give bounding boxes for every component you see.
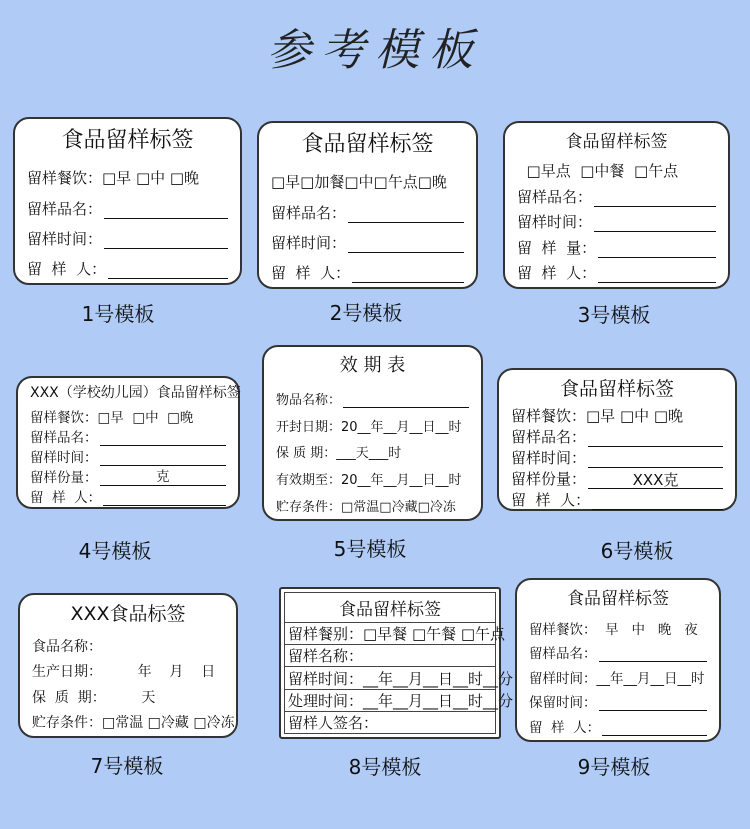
- field-label: 留 样 人：: [30, 490, 102, 506]
- field-label: 留样餐别：□早餐 □午餐 □午点: [288, 625, 506, 644]
- field-label: 生产日期： 年 月 日: [32, 664, 216, 680]
- template-field-row: [30, 406, 226, 426]
- field-label: 贮存条件：□常温 □冷藏 □冷冻: [32, 715, 235, 731]
- field-label: 物品名称：: [276, 392, 342, 408]
- template-field-row: [511, 447, 723, 468]
- template-title: 食品留样标签: [301, 132, 434, 157]
- field-label: 留样品名：: [30, 430, 98, 446]
- field-label: 留 样 人：: [529, 719, 601, 736]
- field-blank-line: [594, 189, 716, 207]
- field-label: 留样份量：: [511, 470, 587, 488]
- template-title: 食品留样标签: [565, 132, 668, 152]
- template-field-row: [529, 662, 707, 687]
- template-field-row: [285, 622, 506, 644]
- template-field-row: [511, 468, 723, 489]
- template-field-row: [517, 232, 716, 257]
- page-title: 参考模板: [267, 25, 483, 76]
- field-label: 留样名称：: [288, 647, 364, 666]
- label-template-5[interactable]: [262, 345, 483, 521]
- template-field-row: [271, 253, 464, 283]
- field-label: 留样品名：: [271, 203, 347, 222]
- field-label: 留 样 人：: [517, 264, 597, 283]
- template-caption: 3号模板: [577, 303, 651, 327]
- template-caption: 5号模板: [333, 537, 407, 561]
- field-blank-line: [104, 231, 228, 249]
- field-label: 处理时间：__年__月__日__时__分: [288, 691, 514, 710]
- template-title: 食品留样标签: [567, 589, 669, 609]
- field-label: 保留时间：: [529, 695, 597, 712]
- field-label: 留样时间：: [271, 233, 347, 252]
- field-blank-line: [592, 493, 723, 511]
- field-blank-line: [598, 266, 716, 284]
- label-template-6[interactable]: [497, 368, 737, 511]
- field-label: 留样餐饮：□早 □中 □晚: [27, 169, 200, 188]
- template-field-row: [271, 162, 464, 192]
- field-blank-line: 克: [100, 470, 227, 486]
- field-label: 有效期至：20__年__月__日__时: [276, 473, 462, 489]
- field-label: 留样时间：: [27, 229, 103, 248]
- template-field-row: [511, 405, 723, 426]
- template-field-row: [32, 707, 235, 733]
- label-template-4[interactable]: [16, 376, 240, 509]
- template-title: XXX食品标签: [70, 603, 186, 625]
- template-field-row: [285, 689, 514, 711]
- field-label: □早点 □中餐 □午点: [517, 162, 679, 181]
- field-blank-line: [104, 201, 228, 219]
- field-blank-line: [588, 451, 723, 469]
- template-field-row: [517, 258, 716, 283]
- field-blank-line: [348, 235, 464, 253]
- field-blank-line: [588, 430, 723, 448]
- label-template-8[interactable]: [279, 587, 514, 739]
- field-label: 保 质 期：___天___时: [276, 446, 402, 462]
- field-blank-line: [100, 450, 227, 466]
- template-field-row: [27, 249, 228, 279]
- field-label: 留样餐饮：□早 □中 □晚: [511, 407, 684, 425]
- field-label: □早□加餐□中□午点□晚: [271, 173, 447, 192]
- field-label: 留样时间：: [511, 449, 587, 467]
- field-label: 留 样 量：: [517, 238, 597, 257]
- field-blank-line: [598, 240, 716, 258]
- template-field-row: [517, 156, 716, 181]
- field-blank-line: [599, 646, 708, 662]
- field-label: 留样时间：: [517, 213, 593, 232]
- template-field-row: [30, 486, 226, 506]
- template-title: 食品留样标签: [339, 600, 441, 620]
- field-label: 贮存条件：□常温□冷藏□冷冻: [276, 499, 456, 515]
- field-blank-line: [100, 430, 227, 446]
- template-field-row: [27, 158, 228, 188]
- template-field-row: [30, 446, 226, 466]
- field-label: 留样人签名：: [288, 713, 379, 732]
- template-field-row: [511, 426, 723, 447]
- field-label: 留样餐饮： 早 中 晚 夜: [529, 621, 698, 638]
- template-frame: [284, 592, 514, 734]
- template-title: 效 期 表: [339, 355, 406, 376]
- label-template-3[interactable]: [503, 121, 730, 289]
- field-label: 食品名称：: [32, 638, 102, 655]
- field-blank-line: [343, 393, 469, 408]
- template-field-row: [271, 192, 464, 222]
- field-label: 留 样 人：: [271, 264, 351, 282]
- field-label: 开封日期：20__年__月__日__时: [276, 419, 462, 435]
- field-label: 保 质 期： 天: [32, 689, 156, 706]
- field-blank-line: [108, 262, 228, 280]
- template-caption: 1号模板: [81, 302, 155, 326]
- field-label: 留样时间：__年__月__日__时__分: [288, 669, 514, 688]
- field-blank-line: [602, 720, 707, 736]
- template-field-row: [285, 711, 495, 733]
- field-blank-line: [103, 490, 226, 506]
- template-field-row: [529, 638, 707, 663]
- label-template-9[interactable]: [515, 578, 721, 742]
- field-blank-line: XXX克: [588, 472, 723, 490]
- template-field-row: [276, 381, 469, 408]
- template-caption: 7号模板: [90, 754, 164, 778]
- template-field-row: [30, 466, 226, 486]
- field-blank-line: [599, 696, 708, 712]
- field-blank-line: [594, 215, 716, 233]
- template-field-row: [276, 435, 469, 462]
- template-field-row: [285, 644, 495, 666]
- field-label: 留 样 人：: [511, 491, 591, 509]
- template-caption: 9号模板: [577, 755, 651, 779]
- field-blank-line: [348, 205, 464, 223]
- template-field-row: [271, 223, 464, 253]
- template-field-row: [517, 207, 716, 232]
- template-field-row: [27, 188, 228, 218]
- field-label: 留样时间：: [30, 450, 98, 466]
- field-blank-line: [352, 266, 464, 284]
- template-title: 食品留样标签: [559, 378, 674, 400]
- template-field-row: [276, 488, 469, 515]
- template-caption: 2号模板: [329, 301, 403, 325]
- template-field-row: [529, 687, 707, 712]
- field-label: 留样品名：: [511, 428, 587, 446]
- template-field-row: [285, 666, 514, 688]
- template-field-row: [517, 181, 716, 206]
- template-field-row: [27, 219, 228, 249]
- field-label: 留样品名：: [517, 187, 593, 206]
- label-template-1[interactable]: [13, 117, 242, 285]
- template-field-row: [276, 461, 469, 488]
- template-title: 食品留样标签: [61, 128, 194, 153]
- template-field-row: [30, 426, 226, 446]
- template-field-row: [529, 613, 707, 638]
- label-template-7[interactable]: [18, 593, 238, 738]
- template-caption: 4号模板: [78, 539, 152, 563]
- template-field-row: [511, 489, 723, 510]
- field-label: 留样餐饮：□早 □中 □晚: [30, 410, 194, 426]
- template-caption: 6号模板: [600, 539, 674, 563]
- template-field-row: [276, 408, 469, 435]
- field-label: 留样时间：__年__月__日__时: [529, 670, 705, 687]
- field-label: 留 样 人：: [27, 260, 107, 278]
- field-label: 留样品名：: [529, 646, 597, 663]
- label-template-2[interactable]: [257, 121, 478, 289]
- template-field-row: [32, 656, 224, 682]
- template-field-row: [32, 630, 224, 656]
- template-caption: 8号模板: [348, 755, 422, 779]
- field-label: 留样份量：: [30, 470, 98, 486]
- template-field-row: [529, 711, 707, 736]
- field-label: 留样品名：: [27, 199, 103, 218]
- template-field-row: [32, 681, 224, 707]
- template-title: XXX（学校幼儿园）食品留样标签: [30, 385, 241, 401]
